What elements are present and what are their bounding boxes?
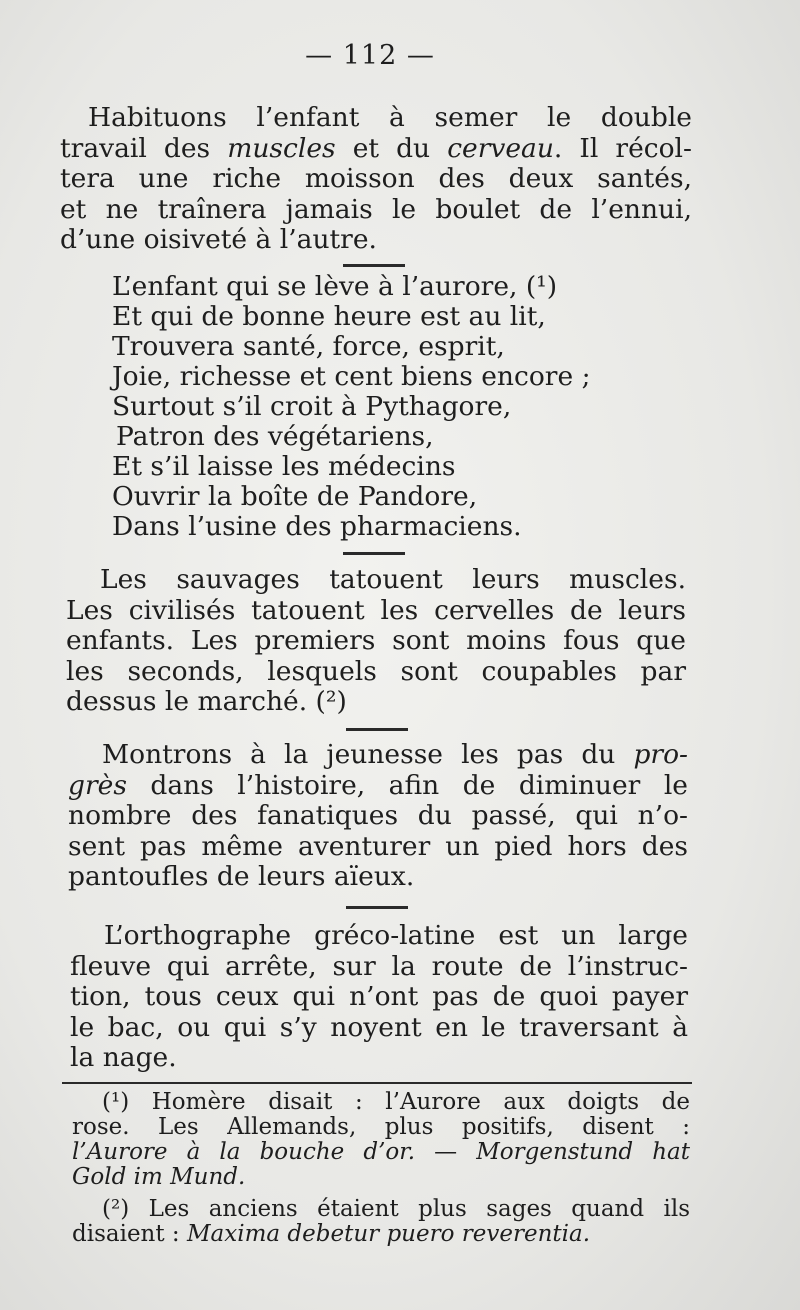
footnote-1 xyxy=(72,1090,690,1190)
text-line: tera une riche moisson des deux santés, xyxy=(60,163,692,194)
text-line: Les civilisés tatouent les cervelles de leurs xyxy=(66,594,686,626)
footnote-2 xyxy=(72,1197,690,1247)
footnote-marker: (¹) xyxy=(102,1089,130,1115)
section-divider xyxy=(343,552,405,555)
section-divider xyxy=(346,906,408,909)
text-line: les seconds, lesquels sont coupables par xyxy=(66,655,686,687)
verse-line: Joie, richesse et cent biens encore ; xyxy=(112,361,591,392)
text-line: pantoufles de leurs aïeux. xyxy=(68,861,415,892)
section-divider xyxy=(346,728,408,731)
verse-block xyxy=(112,272,591,542)
text-line: Habituons l’enfant à semer le double xyxy=(88,102,692,133)
text-line: enfants. Les premiers sont moins fous que xyxy=(66,625,686,656)
footnote-line: (¹) Homère disait : l’Aurore aux doigts de xyxy=(102,1089,690,1115)
footnote-marker: (²) xyxy=(102,1196,130,1222)
paragraph-4 xyxy=(70,921,688,1074)
footnote-line: l’Aurore à la bouche d’or. — Morgenstund hat xyxy=(72,1139,691,1165)
text-line: nombre des fanatiques du passé, qui n’o- xyxy=(68,800,688,831)
footnote-separator xyxy=(62,1082,692,1084)
text-line: sent pas même aventurer un pied hors des xyxy=(68,830,688,862)
text-line: travail des muscles et du cerveau. Il récol- xyxy=(60,132,692,164)
text-line: la nage. xyxy=(70,1042,177,1073)
paragraph-3 xyxy=(68,740,688,893)
verse-line: Surtout s’il croit à Pythagore, xyxy=(112,391,512,422)
footnote-line: disaient : Maxima debetur puero reverentia. xyxy=(72,1221,591,1247)
verse-line: Trouvera santé, force, esprit, xyxy=(112,331,505,362)
text-line: grès dans l’histoire, afin de diminuer le xyxy=(68,769,688,801)
verse-line: Dans l’usine des pharmaciens. xyxy=(112,511,522,542)
verse-line: Et qui de bonne heure est au lit, xyxy=(112,301,546,332)
paragraph-2 xyxy=(66,565,686,718)
text-line: le bac, ou qui s’y noyent en le traversant à xyxy=(70,1011,688,1043)
text-line: Les sauvages tatouent leurs muscles. xyxy=(100,564,686,595)
paragraph-1 xyxy=(60,103,692,256)
section-divider xyxy=(343,264,405,267)
footnote-line: (²) Les anciens étaient plus sages quand ils xyxy=(102,1196,690,1222)
verse-line: L’enfant qui se lève à l’aurore, (¹) xyxy=(112,271,558,302)
verse-line: Et s’il laisse les médecins xyxy=(112,451,456,482)
text-line: et ne traînera jamais le boulet de l’ennui, xyxy=(60,193,692,225)
footnote-line: Gold im Mund. xyxy=(72,1164,246,1190)
text-line: Montrons à la jeunesse les pas du pro- xyxy=(102,739,688,770)
text-line: dessus le marché. (²) xyxy=(66,686,347,717)
verse-line: Ouvrir la boîte de Pandore, xyxy=(112,481,478,512)
text-line: tion, tous ceux qui n’ont pas de quoi payer xyxy=(70,981,688,1012)
page-number: — 112 — xyxy=(305,40,435,71)
text-line: d’une oisiveté à l’autre. xyxy=(60,224,377,255)
text-line: fleuve qui arrête, sur la route de l’instruc- xyxy=(70,950,688,982)
verse-line: Patron des végétariens, xyxy=(116,421,434,452)
text-line: L’orthographe gréco-latine est un large xyxy=(104,920,688,951)
footnote-line: rose. Les Allemands, plus positifs, disent : xyxy=(72,1114,690,1140)
